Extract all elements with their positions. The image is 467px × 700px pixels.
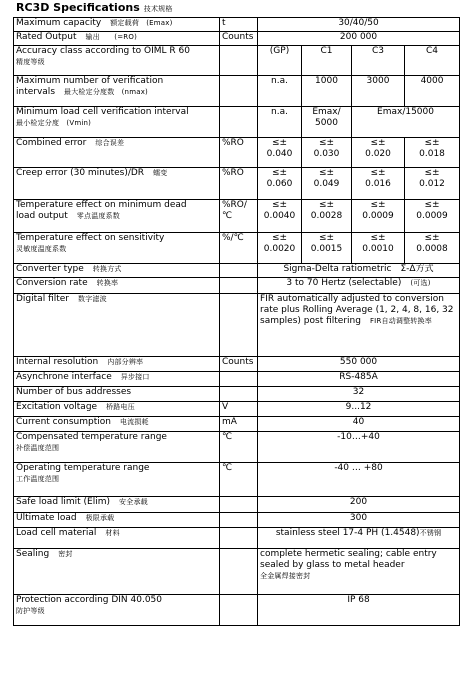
spec-table — [13, 17, 460, 626]
row-bus-addresses: Number of bus addresses 32 — [14, 387, 460, 402]
row-combined-error: Combined error 综合误差 %RO ≤± 0.040 ≤± 0.030 ≤± 0.020 ≤± 0.018 — [14, 138, 460, 168]
row-internal-resolution: Internal resolution 内部分辨率 Counts 550 000 — [14, 357, 460, 372]
row-material: Load cell material 材料 stainless steel 17-4 PH (1.4548)不锈钢 — [14, 528, 460, 549]
row-accuracy-class: Accuracy class according to OIML R 60 精度等级 (GP) C1 C3 C4 — [14, 46, 460, 76]
page-title: RC3D Specifications 技术规格 — [16, 1, 173, 14]
row-current-consumption: Current consumption 电流损耗 mA 40 — [14, 417, 460, 432]
row-safe-load: Safe load limit (Elim) 安全承载 200 — [14, 497, 460, 513]
row-async-interface: Asynchrone interface 异步接口 RS-485A — [14, 372, 460, 387]
row-max-capacity: Maximum capacity 额定载荷 (Emax) t 30/40/50 — [14, 18, 460, 32]
row-conversion-rate: Conversion rate 转换率 3 to 70 Hertz (selectable) (可选) — [14, 278, 460, 294]
row-converter-type: Converter type 转换方式 Sigma-Delta ratiometric Σ-Δ方式 — [14, 264, 460, 278]
row-sealing: Sealing 密封 complete hermetic sealing; cable entry sealed by glass to metal header 全金属焊接密封 — [14, 549, 460, 595]
row-digital-filter: Digital filter 数字滤波 FIR automatically adjusted to conversion rate plus Rolling Average (1, 2, 4, 8, 16, 32 samples) post filtering FIR自动调整转换率 — [14, 294, 460, 357]
page-title-cn: 技术规格 — [143, 5, 173, 13]
row-excitation-voltage: Excitation voltage 桥路电压 V 9...12 — [14, 402, 460, 417]
row-operating-temp: Operating temperature range 工作温度范围 ℃ -40 … +80 — [14, 463, 460, 497]
row-max-intervals: Maximum number of verification intervals 最大检定分度数 (nmax) n.a. 1000 3000 4000 — [14, 76, 460, 107]
row-temp-min-dead-load: Temperature effect on minimum dead load output 零点温度系数 %RO/ ℃ ≤± 0.0040 ≤± 0.0028 ≤± 0.0009 ≤± 0.0009 — [14, 200, 460, 233]
row-compensated-temp: Compensated temperature range 补偿温度范围 ℃ -10…+40 — [14, 432, 460, 463]
row-creep-error: Creep error (30 minutes)/DR 蠕变 %RO ≤± 0.060 ≤± 0.049 ≤± 0.016 ≤± 0.012 — [14, 168, 460, 200]
row-temp-sensitivity: Temperature effect on sensitivity 灵敏度温度系数 %/℃ ≤± 0.0020 ≤± 0.0015 ≤± 0.0010 ≤± 0.0008 — [14, 233, 460, 264]
row-protection: Protection according DIN 40.050 防护等级 IP 68 — [14, 595, 460, 626]
row-rated-output: Rated Output 输出 (=RO) Counts 200 000 — [14, 32, 460, 46]
row-ultimate-load: Ultimate load 极限承载 300 — [14, 513, 460, 528]
row-min-interval: Minimum load cell verification interval 最小检定分度 (Vmin) n.a. Emax/ 5000 Emax/15000 — [14, 107, 460, 138]
